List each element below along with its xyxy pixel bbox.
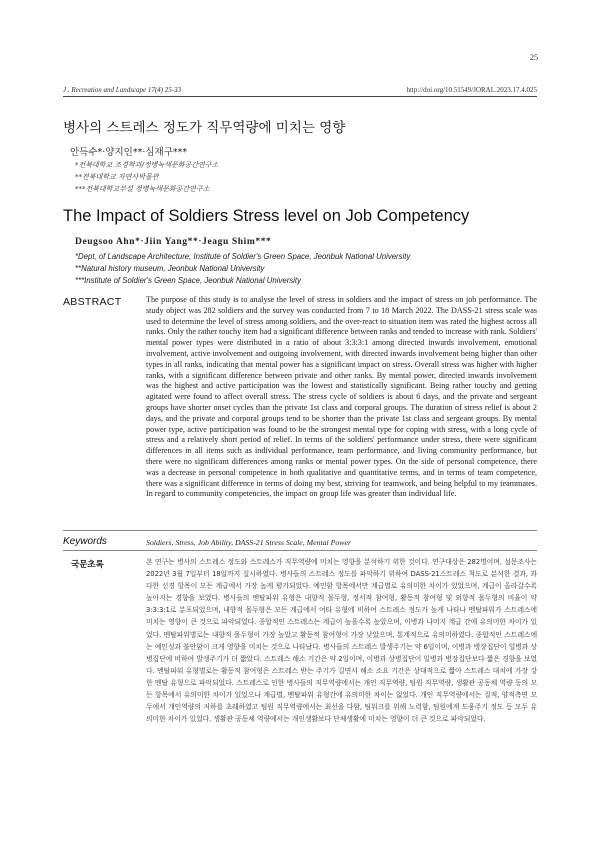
affiliation-korean-3: ***전북대학교부설 정병녹색문화공간연구소 xyxy=(75,185,210,193)
title-korean: 병사의 스트레스 정도가 직무역량에 미치는 영향 xyxy=(63,120,346,136)
affiliation-english-3: ***Institute of Soldier's Green Space, Jeonbuk National University xyxy=(75,276,301,285)
running-header xyxy=(63,86,537,94)
abstract-heading: ABSTRACT xyxy=(63,296,122,308)
affiliation-english-2: **Natural history museum, Jeonbuk National University xyxy=(75,264,265,273)
keywords-divider-top xyxy=(63,530,537,531)
journal-citation: J . Recreation and Landscape 17(4) 25-33 xyxy=(63,86,182,94)
keywords-heading: Keywords xyxy=(63,536,107,547)
affiliation-korean-2: **전북대학교 자연사박물관 xyxy=(75,173,159,181)
keywords-divider-bottom xyxy=(63,550,537,551)
header-divider xyxy=(63,96,537,97)
korean-abstract-heading: 국문초록 xyxy=(71,560,104,570)
page-number: 25 xyxy=(530,53,538,62)
affiliation-english-1: *Dept, of Landscape Architecture, Institute of Soldier's Green Space, Jeonbuk National University xyxy=(75,252,411,261)
authors-korean: 안득수*·양지인**·심재구*** xyxy=(70,147,188,158)
korean-abstract-body: 본 연구는 병사의 스트레스 정도와 스트레스가 직무역량에 미치는 영향을 분석하기 위한 것이다. 연구대상은 282명이며, 설문조사는 2022년 3월 7일부터 18일까지 실시하였다. 병사들의 스트레스 정도를 파악하기 위하여 DASS-21스트레스 척도로 분석한 결과, 과다한 신경 항목이 모든 계급에서 가장 높게 평가되었다. 예민함 항목에서만 계급별로 유의미한 차이가 있었으며, 계급이 올라갈수록 높아지는 경향을 보였다. 병사들의 멘탈파워 유형은 내향적 몰두형, 정서적 참여형, 활동적 참여형 및 외향적 몰두형의 비율이 약 3:3:3:1로 분포되었으며, 내향적 몰두형은 모든 계급에서 여타 유형에 비하여 스트레스 정도가 높게 나타나 멘탈파워가 스트레스에 미치는 영향이 큰 것으로 파악되었다. 종합적인 스트레스는 계급이 높을수록 높았으며, 이병과 나머지 계급 간에 유의미한 차이가 있었다. 멘탈파워별로는 내향적 몰두형이 가장 높았고 활동적 참여형이 가장 낮았으며, 통계적으로 유의미하였다. 종합적인 스트레스에는 예민성과 불안함이 크게 영향을 미치는 것으로 나타났다. 병사들의 스트레스 발생주기는 약 6일이며, 이병과 병장집단이 일병과 상병집단에 비하여 발생주기가 더 짧았다. 스트레스 해소 기간은 약 2일이며, 이병과 상병집단이 일병과 병장집단보다 짧은 경향을 보였다. 멘탈파워 유형별로는 활동적 참여형은 스트레스 받는 주기가 길면서 해소 소요 기간은 상대적으로 짧아 스트레스 대처에 가장 강한 멘탈 유형으로 파악되었다. 스트레스로 인한 병사들의 직무역량에서는 개인 직무역량, 팀원 직무역량, 생활관 공동체 역량 등의 모든 항목에서 유의미한 차이가 있었으나 계급별, 멘탈파워 유형간에 유의미한 차이는 없었다. 개인 직무역량에서는 질적, 양적측면 모두에서 개인역량의 저하를 초래하였고 팀원 직무역량에서는 최선을 다함, 팀워크를 위해 노력함, 팀원에게 도움주기 정도 등 모두 유의미한 차이가 있었다. 생활관 공동체 역량에서는 개인생활보다 단체생활에 미치는 영향이 더 큰 것으로 파악되었다. xyxy=(146,558,537,724)
affiliation-korean-1: *전북대학교 조경학과/정병녹색문화공간연구소 xyxy=(75,161,219,169)
title-english: The Impact of Soldiers Stress level on Job Competency xyxy=(63,207,470,225)
authors-english: Deugsoo Ahn*·Jiin Yang**·Jeagu Shim*** xyxy=(75,237,272,247)
doi-link[interactable]: http://doi.org/10.51549/JORAL.2023.17.4.025 xyxy=(406,86,537,94)
abstract-body: The purpose of this study is to analyse the level of stress in soldiers and the impact of stress on job performance. The study object was 282 soldiers and the survey was conducted from 7 to 18 March 2022. The DASS-21 stress scale was used to determine the level of stress among soldiers, and the over-react to situation item was rated the highest across all ranks. Only the rather touchy item had a significant difference between ranks and tended to increase with rank. Soldiers' mental power types were distributed in a ratio of about 3:3:3:1 among directed inwards involvement, emotional involvement, active involvement and outgoing involvement, with directed inwards involvement being higher than other types in all ranks, indicating that mental power has a significant impact on stress. Overall stress was higher with higher ranks, with a significant difference between private and other ranks. By mental power, directed inwards involvement was the highest and active participation was the lowest and statistically significant. Being rather touchy and getting agitated were found to affect overall stress. The stress cycle of soldiers is about 6 days, and the private and sergeant groups have shorter onset cycles than the private 1st class and corporal groups. The duration of stress relief is about 2 days, and the private and corporal groups tend to be shorter than the private 1st class and sergeant groups. By mental power type, active participation was found to be the strongest mental type for coping with stress, with a long cycle of stress and a relatively short period of relief. In terms of the soldiers' performance under stress, there were significant differences in all items such as individual performance, team performance, and living community performance, but there were no significant differences among ranks or mental power types. On the side of personal competence, there was a decrease in personal competence in both qualitative and quantitative terms, and in terms of team competence, there was a significant difference in terms of doing my best, striving for teamwork, and being helpful to my teammates. In regard to community competencies, the impact on group life was greater than individual life. xyxy=(146,295,537,499)
keywords-list: Soldiers, Stress, Job Ability, DASS-21 Stress Scale, Mental Power xyxy=(146,538,352,547)
